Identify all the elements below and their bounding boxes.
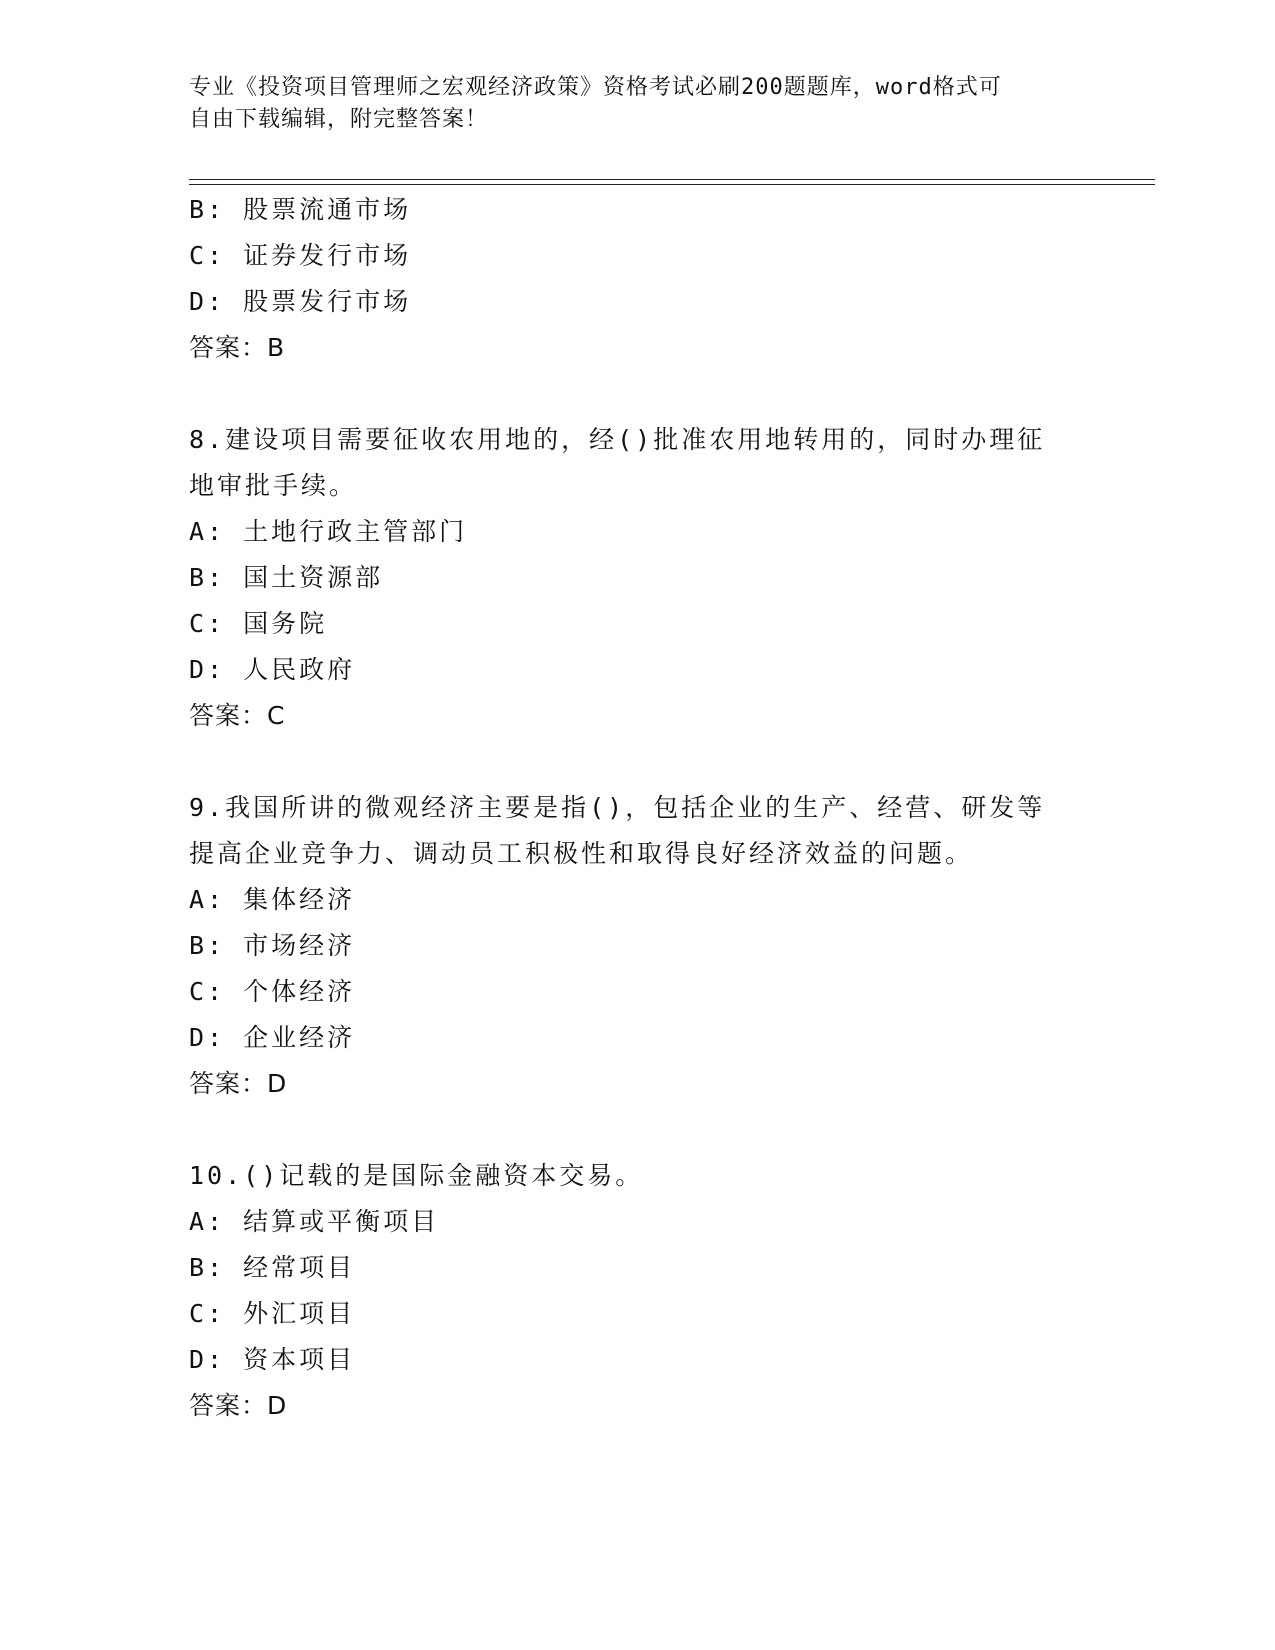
option-d: D: 资本项目 (189, 1345, 356, 1374)
question-text-line-1: 9.我国所讲的微观经济主要是指()，包括企业的生产、经营、研发等 (189, 793, 1046, 822)
question-text-line-2: 地审批手续。 (189, 471, 358, 500)
header-line-2: 自由下载编辑，附完整答案！ (189, 107, 489, 132)
page-header (189, 72, 1069, 136)
answer-line: 答案：D (189, 1069, 288, 1098)
option-d: D: 股票发行市场 (189, 287, 412, 316)
option-a: A: 集体经济 (189, 885, 356, 914)
question-block-8 (189, 417, 1089, 739)
option-c: C: 证券发行市场 (189, 241, 412, 270)
option-c: C: 国务院 (189, 609, 328, 638)
option-b: B: 经常项目 (189, 1253, 356, 1282)
header-rule-bottom (189, 184, 1155, 185)
question-list (189, 187, 1089, 1429)
option-a: A: 结算或平衡项目 (189, 1207, 440, 1236)
question-block-9 (189, 785, 1089, 1107)
spacer (189, 371, 1089, 417)
option-b: B: 国土资源部 (189, 563, 384, 592)
question-block-prev (189, 187, 1089, 371)
answer-line: 答案：B (189, 333, 286, 362)
answer-line: 答案：D (189, 1391, 288, 1420)
option-b: B: 市场经济 (189, 931, 356, 960)
question-text-line-1: 8.建设项目需要征收农用地的，经()批准农用地转用的，同时办理征 (189, 425, 1046, 454)
question-block-10 (189, 1153, 1089, 1429)
option-d: D: 人民政府 (189, 655, 356, 684)
question-text-line-2: 提高企业竞争力、调动员工积极性和取得良好经济效益的问题。 (189, 839, 974, 868)
header-rule-top (189, 179, 1155, 180)
header-line-1: 专业《投资项目管理师之宏观经济政策》资格考试必刷200题题库，word格式可 (189, 75, 1002, 100)
option-a: A: 土地行政主管部门 (189, 517, 468, 546)
spacer (189, 1107, 1089, 1153)
option-d: D: 企业经济 (189, 1023, 356, 1052)
answer-line: 答案：C (189, 701, 286, 730)
option-b: B: 股票流通市场 (189, 195, 412, 224)
option-c: C: 个体经济 (189, 977, 356, 1006)
question-text-line-1: 10.()记载的是国际金融资本交易。 (189, 1161, 644, 1190)
spacer (189, 739, 1089, 785)
option-c: C: 外汇项目 (189, 1299, 356, 1328)
